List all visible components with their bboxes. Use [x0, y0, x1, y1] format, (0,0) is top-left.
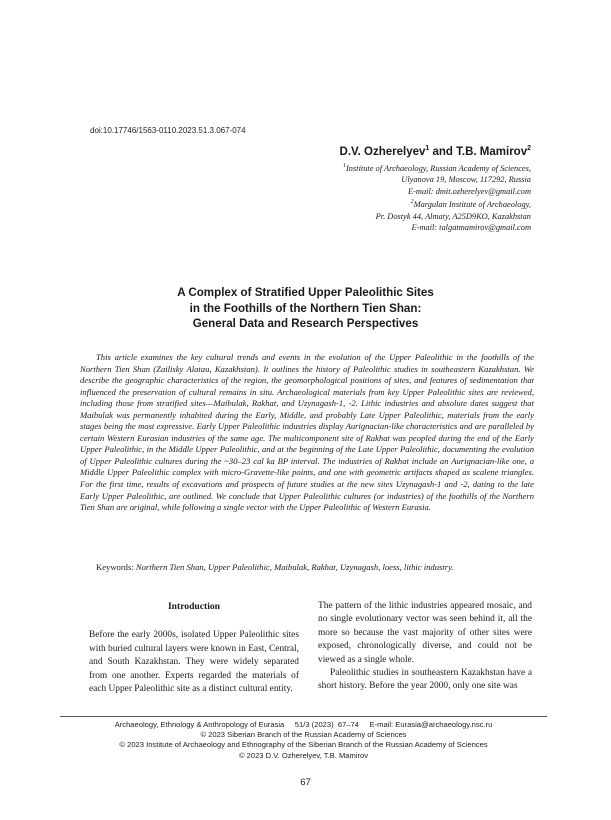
intro-paragraph-1: Before the early 2000s, isolated Upper Paleolithic sites with buried cultural layers were known in East, Central, and South Kazakhstan. They were widely separated from one another. Experts regarded the materials of each Upper Paleolithic site as a distinct cultural entity. [89, 630, 299, 695]
affiliation-2-name: Margulan Institute of Archaeology, [413, 200, 531, 210]
affiliation-2-institute [171, 197, 531, 210]
author-and: and [429, 145, 457, 158]
affiliation-1-sup: 1 [343, 162, 347, 169]
title-line-2: in the Foothills of the Northern Tien Shan: [189, 301, 422, 315]
keywords-value: Northern Tien Shan, Upper Paleolithic, Maibulak, Rakhat, Uzynagash, loess, lithic industry. [135, 562, 454, 572]
author-2: T.B. Mamirov [456, 145, 528, 158]
author-1: D.V. Ozherelyev [339, 145, 426, 158]
title-line-1: A Complex of Stratified Upper Paleolithic Sites [177, 286, 434, 299]
affiliation-1-name: Institute of Archaeology, Russian Academy of Sciences, [346, 163, 531, 173]
doi: doi:10.17746/1563-0110.2023.51.3.067-074 [90, 126, 246, 135]
author-names [171, 145, 531, 158]
affiliation-2-sup: 2 [410, 199, 414, 206]
footer [60, 720, 547, 761]
affiliation-1-institute [171, 161, 531, 174]
footer-copyright-3: © 2023 D.V. Ozherelyev, T.B. Mamirov [238, 750, 369, 760]
affiliation-2-email: E-mail: talgatmamirov@gmail.com [411, 223, 531, 233]
footer-journal-line: Archaeology, Ethnology & Anthropology of Eurasia 51/3 (2023) 67–74 E-mail: Eurasia@archaeology.nsc.ru [114, 720, 493, 729]
intro-paragraph-3: Paleolithic studies in southeastern Kazakhstan have a short history. Before the year 2000, only one site was [318, 668, 532, 692]
affiliation-2-address: Pr. Dostyk 44, Almaty, A25D9KO, Kazakhstan [375, 211, 531, 221]
title-line-3: General Data and Research Perspectives [192, 317, 419, 330]
affiliation-1-address: Ulyanova 19, Moscow, 117292, Russia [401, 175, 531, 185]
article-title [70, 285, 541, 332]
intro-paragraph-2: The pattern of the lithic industries appeared mosaic, and no single evolutionary vector was seen behind it, all the more so because the vast majority of other sites were exposed, chronologically diverse, and could not be viewed as a single whole. [318, 601, 532, 665]
footer-divider [60, 716, 547, 717]
author-1-sup: 1 [425, 145, 430, 152]
keywords [80, 562, 534, 572]
keywords-label: Keywords: [96, 562, 136, 572]
author-2-sup: 2 [527, 145, 531, 152]
abstract: This article examines the key cultural trends and events in the evolution of the Upper Paleolithic in the foothills of the Northern Tien Shan (Zailisky Alatau, Kazakhstan). It outlines the history of Paleolithic studies in southeastern Kazakhstan. We describe the geographic characteristics of the region, the geomorphological positions of sites, and features of sedimentation that influenced the preservation of cultural remains in situ. Archaeological materials from key Upper Paleolithic sites are reviewed, including those from stratified sites—Maibulak, Rakhat, and Uzynagash-1, -2. Lithic industries and absolute dates suggest that Maibulak was permanently inhabited during the Early, Middle, and probably Late Upper Paleolithic, materials from the early stages being the most expressive. Early Upper Paleolithic industries display Aurignacian-like characteristics and are paralleled by certain Western Eurasian industries of the same age. The multicomponent site of Rakhat was peopled during the end of the Early Upper Paleolithic, in the Middle Upper Paleolithic, and at the beginning of the Late Upper Paleolithic, documenting the evolution of Upper Paleolithic cultures during the ~30–23 cal ka BP interval. The industries of Rakhat include an Aurignacian-like one, a Middle Upper Paleolithic complex with micro-Gravette-like points, and one with geometric artifacts shaped as scalene triangles. For the first time, results of excavations and prospects of future studies at the new sites Uzynagash-1 and -2, dating to the late Early Upper Paleolithic, are outlined. We conclude that Upper Paleolithic cultures (or industries) of the foothills of the Northern Tien Shan are original, while following a single vector with the Upper Paleolithic of Western Eurasia. [80, 352, 534, 513]
section-heading-introduction: Introduction [167, 601, 221, 612]
page-number: 67 [300, 777, 311, 788]
affiliation-1-email: E-mail: dmit.ozherelyev@gmail.com [408, 186, 531, 196]
footer-copyright-1: © 2023 Siberian Branch of the Russian Academy of Sciences [200, 730, 407, 740]
left-column [89, 600, 299, 696]
footer-copyright-2: © 2023 Institute of Archaeology and Ethnography of the Siberian Branch of the Russian Academy of Sciences [119, 740, 488, 750]
author-block [171, 145, 531, 234]
right-column [318, 600, 532, 694]
